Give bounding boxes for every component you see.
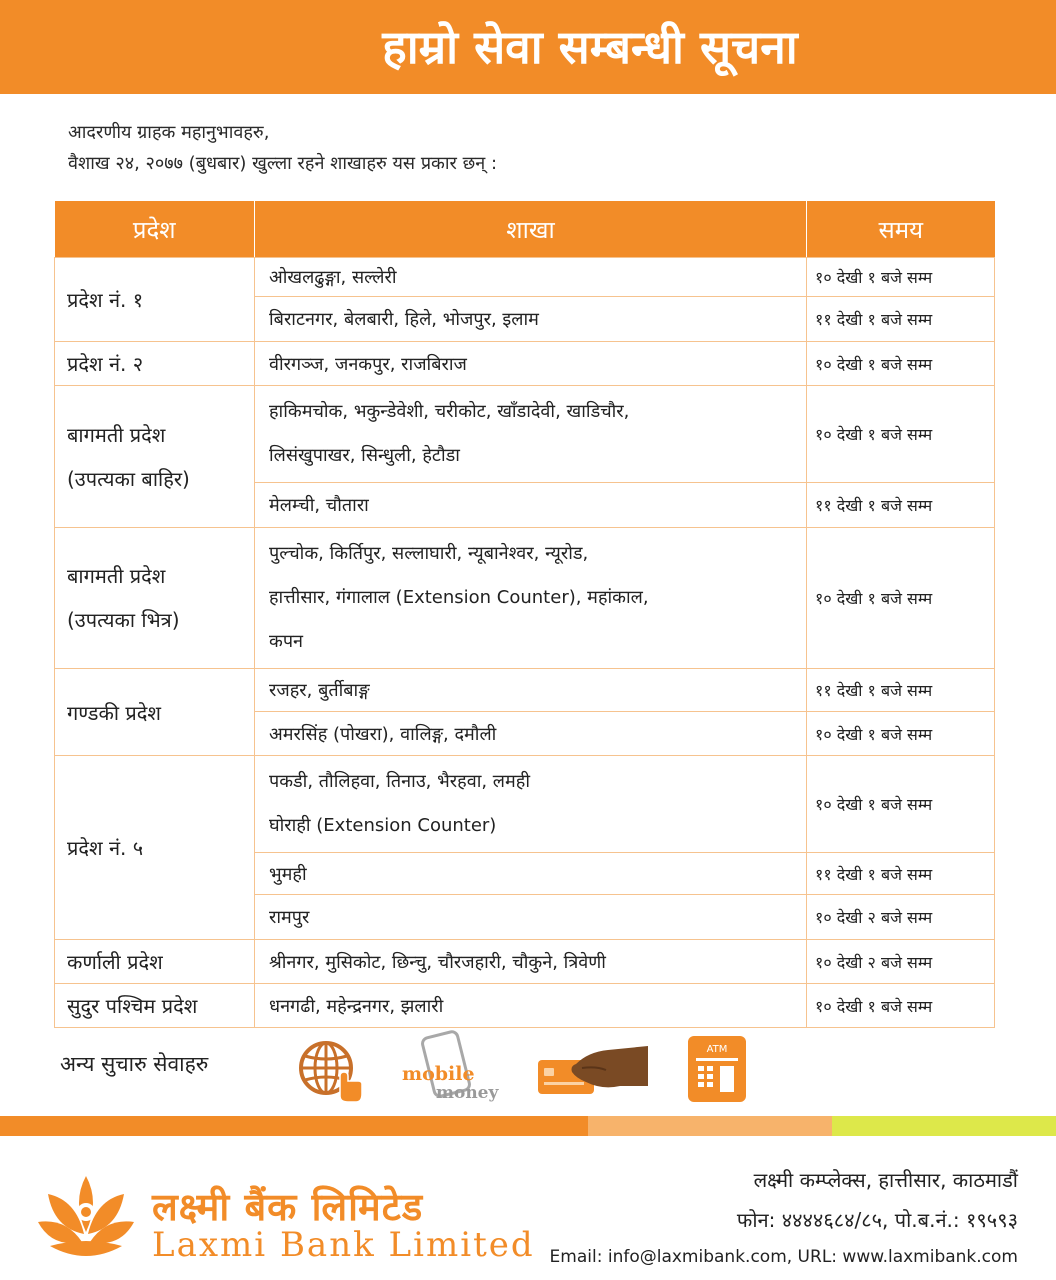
time-cell: १० देखी १ बजे सम्म	[807, 258, 995, 297]
branch-cell: वीरगञ्ज, जनकपुर, राजबिराज	[255, 342, 807, 386]
table-row	[55, 342, 995, 386]
mobile-money-bottom-text: money	[436, 1083, 499, 1103]
table-row	[55, 386, 995, 483]
branch-cell: ओखलढुङ्गा, सल्लेरी	[255, 258, 807, 297]
province-cell: प्रदेश नं. २	[55, 342, 255, 386]
branch-cell: भुमही	[255, 853, 807, 895]
branch-cell	[255, 756, 807, 853]
time-cell: ११ देखी १ बजे सम्म	[807, 853, 995, 895]
province-subname: (उपत्यका बाहिर)	[67, 466, 190, 491]
province-cell: प्रदेश नं. ५	[55, 756, 255, 940]
branch-cell	[255, 386, 807, 483]
branch-cell: रामपुर	[255, 895, 807, 940]
header-time: समय	[807, 201, 995, 257]
branch-line: लिसंखुपाखर, सिन्धुली, हेटौडा	[269, 445, 460, 466]
atm-icon	[686, 1034, 748, 1104]
time-cell: १० देखी २ बजे सम्म	[807, 940, 995, 984]
branch-cell	[255, 528, 807, 669]
table-row	[55, 669, 995, 712]
province-cell: प्रदेश नं. १	[55, 258, 255, 342]
province-cell	[55, 528, 255, 669]
mobile-money-logo	[398, 1030, 508, 1104]
branch-cell: धनगढी, महेन्द्रनगर, झलारी	[255, 984, 807, 1028]
header-branch: शाखा	[255, 201, 807, 257]
lotus-logo-icon	[36, 1172, 136, 1268]
bank-phone: फोन: ४४४४६८४/८५, पो.ब.नं.: १९५९३	[736, 1208, 1018, 1232]
province-cell	[55, 386, 255, 528]
table-row	[55, 940, 995, 984]
footer-stripe-lime	[832, 1116, 1056, 1136]
branch-schedule-table	[54, 201, 995, 1028]
bank-email-url: Email: info@laxmibank.com, URL: www.laxmibank.com	[549, 1247, 1018, 1267]
time-cell: १० देखी १ बजे सम्म	[807, 984, 995, 1028]
branch-cell: मेलम्ची, चौतारा	[255, 483, 807, 528]
mobile-money-top-text: mobile	[402, 1063, 475, 1085]
province-name: बागमती प्रदेश	[67, 422, 166, 447]
time-cell: १० देखी १ बजे सम्म	[807, 528, 995, 669]
bank-address: लक्ष्मी कम्प्लेक्स, हात्तीसार, काठमाडौं	[753, 1168, 1018, 1192]
notice-title: हाम्रो सेवा सम्बन्धी सूचना	[382, 20, 798, 74]
branch-line: हात्तीसार, गंगालाल (Extension Counter), महांकाल,	[269, 587, 649, 608]
province-cell: सुदुर पश्चिम प्रदेश	[55, 984, 255, 1028]
footer-stripe-orange	[0, 1116, 588, 1136]
time-cell: १० देखी १ बजे सम्म	[807, 756, 995, 853]
branch-cell: बिराटनगर, बेलबारी, हिले, भोजपुर, इलाम	[255, 297, 807, 342]
time-cell: १० देखी १ बजे सम्म	[807, 386, 995, 483]
table-row	[55, 528, 995, 669]
branch-line: हाकिमचोक, भकुन्डेवेशी, चरीकोट, खाँडादेवी, खाडिचौर,	[269, 401, 630, 422]
branch-cell: अमरसिंह (पोखरा), वालिङ्ग, दमौली	[255, 712, 807, 756]
branch-cell: रजहर, बुर्तीबाङ्ग	[255, 669, 807, 712]
internet-banking-icon	[296, 1036, 366, 1106]
atm-text: ATM	[706, 1044, 728, 1055]
table-row	[55, 984, 995, 1028]
greeting-intro: वैशाख २४, २०७७ (बुधबार) खुल्ला रहने शाखाहरु यस प्रकार छन् :	[68, 153, 498, 174]
card-payment-icon	[536, 1040, 650, 1100]
table-row	[55, 258, 995, 297]
branch-line: पुल्चोक, किर्तिपुर, सल्लाघारी, न्यूबानेश्वर, न्यूरोड,	[269, 543, 589, 564]
time-cell: १० देखी १ बजे सम्म	[807, 342, 995, 386]
branch-line: घोराही (Extension Counter)	[269, 815, 497, 836]
greeting-salutation: आदरणीय ग्राहक महानुभावहरु,	[68, 122, 270, 143]
time-cell: ११ देखी १ बजे सम्म	[807, 483, 995, 528]
time-cell: ११ देखी १ बजे सम्म	[807, 669, 995, 712]
bank-name-nepali: लक्ष्मी बैंक लिमिटेड	[152, 1185, 424, 1229]
time-cell: १० देखी २ बजे सम्म	[807, 895, 995, 940]
province-cell: गण्डकी प्रदेश	[55, 669, 255, 756]
header-province: प्रदेश	[55, 201, 255, 257]
branch-line: कपन	[269, 631, 304, 652]
footer-stripe-light-orange	[588, 1116, 832, 1136]
other-services-label: अन्य सुचारु सेवाहरु	[60, 1052, 209, 1076]
province-name: बागमती प्रदेश	[67, 564, 166, 588]
bank-name-english: Laxmi Bank Limited	[152, 1225, 535, 1265]
province-cell: कर्णाली प्रदेश	[55, 940, 255, 984]
branch-cell: श्रीनगर, मुसिकोट, छिन्चु, चौरजहारी, चौकुने, त्रिवेणी	[255, 940, 807, 984]
time-cell: ११ देखी १ बजे सम्म	[807, 297, 995, 342]
table-header-row	[55, 201, 995, 257]
time-cell: १० देखी १ बजे सम्म	[807, 712, 995, 756]
province-subname: (उपत्यका भित्र)	[67, 608, 180, 632]
branch-line: पकडी, तौलिहवा, तिनाउ, भैरहवा, लमही	[269, 771, 530, 792]
table-row	[55, 756, 995, 853]
